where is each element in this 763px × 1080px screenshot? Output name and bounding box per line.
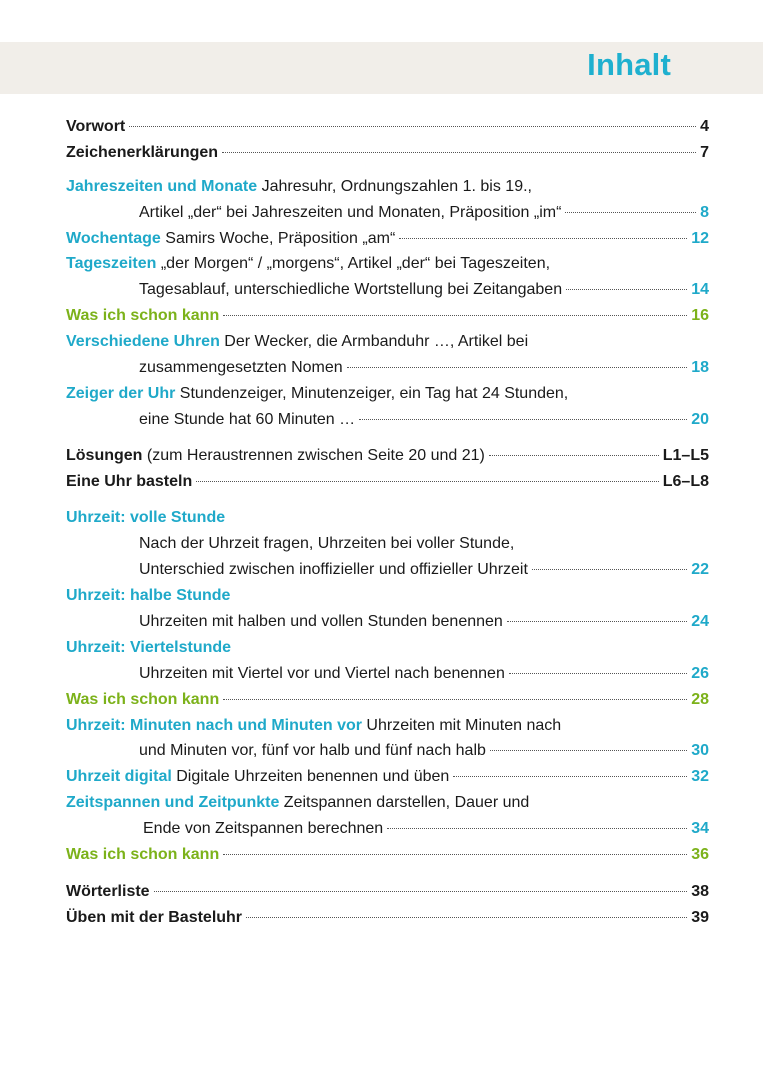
toc-title: Üben mit der Basteluhr [66,908,243,926]
toc-entry-halbe-stunde[interactable] [66,583,709,609]
toc-entry-viertelstunde[interactable] [66,635,709,661]
dot-leader [387,827,687,829]
toc-description: Digitale Uhrzeiten benennen und üben [171,768,450,786]
toc-entry-basteluhr[interactable] [66,905,709,931]
toc-entry-jahreszeiten[interactable] [66,174,709,200]
dot-leader [565,211,696,213]
dot-leader [129,125,696,127]
page-number: 39 [691,908,709,926]
toc-entry-tageszeiten-cont[interactable] [66,277,709,303]
page-number: 14 [691,281,709,299]
page-number: 12 [691,229,709,247]
toc-entry-zeiger-cont[interactable] [66,407,709,433]
toc-title: Uhrzeit: Minuten nach und Minuten vor [66,716,362,734]
toc-description: Zeitspannen darstellen, Dauer und [279,794,530,812]
toc-description: Artikel „der“ bei Jahreszeiten und Monaten, Präposition „im“ [139,203,562,221]
toc-description: (zum Heraustrennen zwischen Seite 20 und 21) [142,446,485,464]
table-of-contents [66,114,709,931]
page-number: 18 [691,359,709,377]
page-number: 4 [700,118,709,135]
toc-title: Uhrzeit: Viertelstunde [66,638,232,656]
dot-leader [154,890,688,892]
toc-entry-halbe-stunde-cont[interactable] [66,609,709,635]
page-number: 28 [691,690,709,708]
page-number: 32 [691,768,709,786]
toc-title: Uhrzeit: volle Stunde [66,509,226,527]
toc-entry-loesungen[interactable] [66,443,709,469]
dot-leader [347,366,688,368]
toc-entry-vorwort[interactable] [66,114,709,140]
toc-title: Eine Uhr basteln [66,472,193,490]
toc-entry-wochentage[interactable] [66,226,709,252]
toc-entry-woerterliste[interactable] [66,879,709,905]
toc-description: und Minuten vor, fünf vor halb und fünf nach halb [139,742,486,760]
toc-description: Ende von Zeitspannen berechnen [143,820,384,838]
toc-description: Unterschied zwischen inoffizieller und offizieller Uhrzeit [139,561,528,579]
toc-entry-zeitspannen[interactable] [66,790,709,816]
toc-description: „der Morgen“ / „morgens“, Artikel „der“ bei Tageszeiten, [156,255,551,273]
toc-title: Zeiger der Uhr [66,384,176,402]
dot-leader [223,698,687,700]
toc-description: Uhrzeiten mit Viertel vor und Viertel nach benennen [139,664,505,682]
page-number: L1–L5 [662,446,709,464]
dot-leader [399,237,687,239]
dot-leader [509,672,687,674]
page-number: 26 [691,664,709,682]
dot-leader [532,568,687,570]
toc-title: Was ich schon kann [66,690,220,708]
toc-title: Vorwort [66,118,126,135]
page-number: 8 [700,203,709,221]
toc-entry-volle-stunde-cont[interactable] [66,557,709,583]
toc-description: Samirs Woche, Präposition „am“ [160,229,396,247]
page-number: 20 [691,410,709,428]
toc-description: Der Wecker, die Armbanduhr …, Artikel bei [219,333,529,351]
page-number: 30 [691,742,709,760]
toc-entry-digital[interactable] [66,764,709,790]
dot-leader [196,480,659,482]
dot-leader [566,288,687,290]
toc-entry-was-ich-schon-kann-2[interactable] [66,687,709,713]
toc-title: Was ich schon kann [66,846,220,864]
toc-entry-zeichenerklaerungen[interactable] [66,140,709,166]
toc-entry-tageszeiten[interactable] [66,251,709,277]
toc-title: Jahreszeiten und Monate [66,177,258,195]
toc-description: Uhrzeiten mit Minuten nach [361,716,562,734]
toc-description: eine Stunde hat 60 Minuten … [139,410,356,428]
dot-leader [223,853,687,855]
page-title: Inhalt [587,47,671,82]
toc-description: Uhrzeiten mit halben und vollen Stunden benennen [139,613,503,631]
dot-leader [223,314,687,316]
toc-entry-minuten[interactable] [66,713,709,739]
toc-entry-jahreszeiten-cont[interactable] [66,200,709,226]
toc-description: Nach der Uhrzeit fragen, Uhrzeiten bei voller Stunde, [139,535,515,553]
toc-entry-zeiger[interactable] [66,381,709,407]
toc-description: Tagesablauf, unterschiedliche Wortstellung bei Zeitangaben [139,281,563,299]
dot-leader [507,620,687,622]
dot-leader [222,151,696,153]
dot-leader [359,418,687,420]
toc-title: Zeitspannen und Zeitpunkte [66,794,280,812]
toc-entry-uhr-basteln[interactable] [66,469,709,495]
toc-entry-volle-stunde[interactable] [66,505,709,531]
toc-entry-volle-stunde-desc[interactable] [66,531,709,557]
toc-title: Was ich schon kann [66,307,220,325]
toc-entry-minuten-cont[interactable] [66,738,709,764]
page-number: 16 [691,307,709,325]
toc-title: Wörterliste [66,882,150,900]
toc-title: Uhrzeit digital [66,768,172,786]
page-number: 36 [691,846,709,864]
toc-description: Jahresuhr, Ordnungszahlen 1. bis 19., [257,177,532,195]
toc-title: Uhrzeit: halbe Stunde [66,587,231,605]
toc-entry-verschiedene-uhren-cont[interactable] [66,355,709,381]
toc-entry-zeitspannen-cont[interactable] [66,816,709,842]
toc-entry-was-ich-schon-kann-3[interactable] [66,842,709,868]
page-number: 38 [691,882,709,900]
dot-leader [246,916,687,918]
toc-title: Tageszeiten [66,255,157,273]
toc-entry-verschiedene-uhren[interactable] [66,329,709,355]
toc-description: zusammengesetzten Nomen [139,359,343,377]
toc-title: Lösungen [66,446,143,464]
toc-entry-viertelstunde-cont[interactable] [66,661,709,687]
toc-title: Zeichenerklärungen [66,143,219,161]
page-number: L6–L8 [662,472,709,490]
page-number: 24 [691,613,709,631]
toc-entry-was-ich-schon-kann-1[interactable] [66,303,709,329]
dot-leader [490,749,687,751]
toc-description: Stundenzeiger, Minutenzeiger, ein Tag hat 24 Stunden, [175,384,569,402]
toc-title: Wochentage [66,229,161,247]
page-number: 7 [700,143,709,161]
dot-leader [489,454,659,456]
dot-leader [453,775,687,777]
page-number: 22 [691,561,709,579]
toc-title: Verschiedene Uhren [66,333,220,351]
page-number: 34 [691,820,709,838]
